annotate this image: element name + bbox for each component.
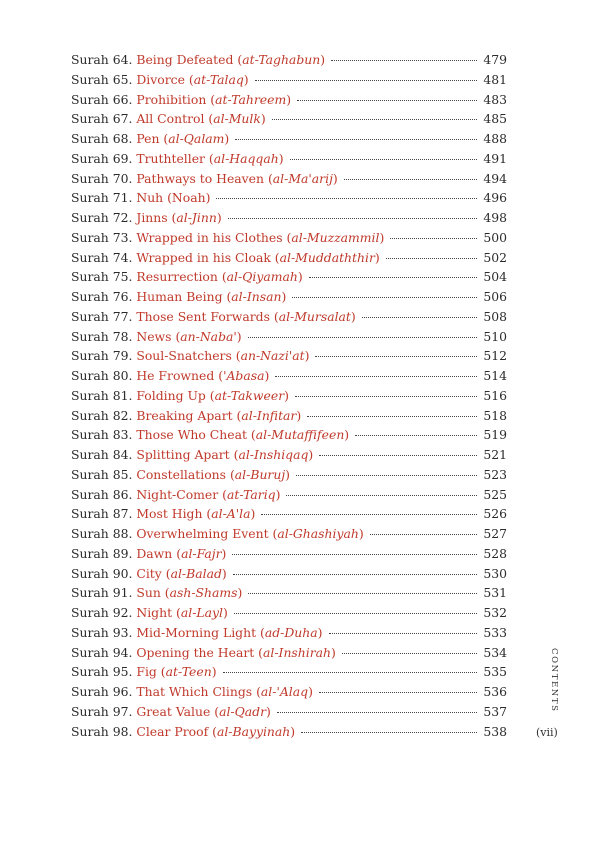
toc-entry-number: Surah 92. xyxy=(71,605,133,620)
toc-entry-english-title: Clear Proof xyxy=(136,723,209,739)
table-of-contents xyxy=(71,52,507,743)
toc-entry-number: Surah 84. xyxy=(71,447,133,462)
dot-leader xyxy=(248,593,477,594)
toc-entry-title: Great Value (al-Qadr) xyxy=(136,703,271,719)
toc-entry-arabic-title: al-Ghashiyah xyxy=(277,526,359,541)
toc-entry[interactable] xyxy=(71,329,507,349)
toc-entry[interactable] xyxy=(71,92,507,112)
dot-leader xyxy=(315,356,477,357)
toc-entry-english-title: Pen xyxy=(136,131,160,146)
dot-leader xyxy=(301,732,477,733)
toc-entry-page: 525 xyxy=(483,486,507,502)
toc-entry[interactable] xyxy=(71,447,507,467)
toc-entry-english-title: City xyxy=(136,565,162,581)
toc-entry-title: Human Being (al-Insan) xyxy=(136,289,287,304)
toc-entry-title xyxy=(136,190,210,205)
toc-entry-arabic-title: al-'Alaq xyxy=(260,684,309,699)
toc-entry-arabic-title: al-Mursalat xyxy=(278,308,351,324)
toc-entry-english-title: Resurrection xyxy=(136,269,218,285)
toc-entry-title: He Frowned ('Abasa) xyxy=(136,368,270,383)
toc-entry-english-title: Night-Comer xyxy=(136,486,219,502)
toc-entry-arabic-title: al-Haqqah xyxy=(213,150,279,166)
toc-entry-page: 485 xyxy=(483,111,507,127)
toc-entry[interactable] xyxy=(71,546,507,566)
dot-leader xyxy=(223,672,477,673)
toc-entry-page: 514 xyxy=(483,368,507,383)
toc-entry-page: 532 xyxy=(483,605,507,620)
toc-entry-title: Being Defeated (at-Taghabun) xyxy=(136,52,326,67)
toc-entry-number: Surah 85. xyxy=(71,466,133,482)
toc-entry-arabic-title: al-Jinn xyxy=(176,210,217,225)
toc-entry-english-title: Fig xyxy=(136,664,157,680)
toc-entry-page: 536 xyxy=(483,684,507,699)
toc-entry-arabic-title: al-Muddaththir xyxy=(279,249,375,265)
toc-entry-title: Pen (al-Qalam) xyxy=(136,131,230,146)
toc-entry-arabic-title: at-Taghabun xyxy=(242,52,321,67)
toc-entry-arabic-title: al-Qalam xyxy=(168,131,225,146)
dot-leader xyxy=(344,179,477,180)
toc-entry-title: Truthteller (al-Haqqah) xyxy=(136,150,284,166)
toc-entry[interactable] xyxy=(71,309,507,329)
toc-entry-title: Divorce (at-Talaq) xyxy=(136,71,249,87)
toc-entry-title: Constellations (al-Buruj) xyxy=(136,466,291,482)
toc-entry-page: 491 xyxy=(483,150,507,166)
toc-entry-title: Clear Proof (al-Bayyinah) xyxy=(136,723,296,739)
toc-entry-title: Mid-Morning Light (ad-Duha) xyxy=(136,624,323,640)
toc-entry-number: Surah 79. xyxy=(71,348,133,364)
toc-entry-page: 518 xyxy=(483,407,507,423)
toc-entry-page: 496 xyxy=(483,190,507,206)
toc-entry-arabic-title: at-Teen xyxy=(165,664,212,680)
toc-entry-title: All Control (al-Mulk) xyxy=(136,111,266,127)
toc-entry-arabic-title: at-Talaq xyxy=(193,71,244,87)
toc-entry-title: Wrapped in his Cloak (al-Muddaththir) xyxy=(136,249,380,265)
toc-entry-english-title: Folding Up xyxy=(136,387,206,403)
toc-entry-title: Those Sent Forwards (al-Mursalat) xyxy=(136,308,356,324)
toc-entry-title: Fig (at-Teen) xyxy=(136,664,217,680)
toc-entry[interactable] xyxy=(71,52,507,72)
toc-entry-english-title: Splitting Apart xyxy=(136,447,230,462)
toc-entry-english-title: Prohibition xyxy=(136,91,207,107)
toc-entry-page: 534 xyxy=(483,644,507,660)
dot-leader xyxy=(297,100,477,101)
toc-entry-number: Surah 77. xyxy=(71,308,133,324)
toc-entry-english-title: Soul-Snatchers xyxy=(136,348,232,364)
toc-entry-english-title: Those Who Cheat xyxy=(136,427,247,443)
toc-entry-title: Splitting Apart (al-Inshiqaq) xyxy=(136,447,314,462)
dot-leader xyxy=(261,514,477,515)
toc-entry[interactable] xyxy=(71,487,507,507)
toc-entry-page: 538 xyxy=(483,723,507,739)
toc-entry[interactable] xyxy=(71,210,507,230)
toc-entry-title: Those Who Cheat (al-Mutaffifeen) xyxy=(136,427,350,443)
toc-entry-page: 537 xyxy=(483,703,507,719)
toc-entry-page: 508 xyxy=(483,308,507,324)
toc-entry-arabic-title: al-Layl xyxy=(180,605,223,620)
toc-entry-page: 510 xyxy=(483,328,507,344)
toc-entry-number: Surah 66. xyxy=(71,91,133,107)
dot-leader xyxy=(234,613,477,614)
toc-entry[interactable] xyxy=(71,131,507,151)
toc-entry-arabic-title: al-A'la xyxy=(211,506,251,522)
toc-entry[interactable] xyxy=(71,625,507,645)
toc-entry-arabic-title: al-Ma'arij xyxy=(272,170,333,186)
toc-entry-arabic-title: al-Muzzammil xyxy=(291,229,380,245)
toc-entry-page: 519 xyxy=(483,427,507,443)
toc-entry-english-title: That Which Clings xyxy=(136,684,253,699)
toc-entry-title: That Which Clings (al-'Alaq) xyxy=(136,684,313,699)
toc-entry-page: 527 xyxy=(483,526,507,541)
toc-entry-english-title: Constellations xyxy=(136,466,227,482)
dot-leader xyxy=(319,692,477,693)
toc-entry-number: Surah 71. xyxy=(71,190,133,206)
toc-entry-page: 483 xyxy=(483,91,507,107)
toc-entry-number: Surah 93. xyxy=(71,624,133,640)
toc-entry-title: News (an-Naba') xyxy=(136,328,242,344)
toc-entry-page: 500 xyxy=(483,229,507,245)
toc-entry-english-title: Night xyxy=(136,605,173,620)
toc-entry-arabic-title: al-Qiyamah xyxy=(226,269,298,285)
toc-entry-arabic-title: al-Infitar xyxy=(241,407,297,423)
toc-entry-page: 523 xyxy=(483,466,507,482)
toc-entry-arabic-title: ad-Duha xyxy=(264,624,318,640)
toc-entry-english-title: Divorce xyxy=(136,71,185,87)
toc-entry-english-title: Mid-Morning Light xyxy=(136,624,257,640)
toc-entry[interactable] xyxy=(71,388,507,408)
dot-leader xyxy=(386,258,477,259)
toc-entry[interactable] xyxy=(71,111,507,131)
toc-entry-arabic-title: 'Abasa xyxy=(223,368,265,383)
dot-leader xyxy=(232,554,477,555)
toc-entry-page: 502 xyxy=(483,249,507,265)
toc-entry-page: 530 xyxy=(483,565,507,581)
toc-entry-english-title: All Control xyxy=(136,111,205,127)
toc-entry-number: Surah 75. xyxy=(71,269,133,285)
toc-entry-english-title: Wrapped in his Cloak xyxy=(136,249,271,265)
toc-entry-english-title: Human Being xyxy=(136,289,223,304)
toc-entry-number: Surah 87. xyxy=(71,506,133,522)
toc-entry-number: Surah 86. xyxy=(71,486,133,502)
dot-leader xyxy=(277,712,477,713)
toc-entry-title: Breaking Apart (al-Infitar) xyxy=(136,407,302,423)
toc-entry-number: Surah 90. xyxy=(71,565,133,581)
toc-entry-title: Most High (al-A'la) xyxy=(136,506,256,522)
toc-entry-page: 498 xyxy=(483,210,507,225)
toc-entry-title: Pathways to Heaven (al-Ma'arij) xyxy=(136,170,338,186)
dot-leader xyxy=(255,80,477,81)
toc-entry-number: Surah 67. xyxy=(71,111,133,127)
dot-leader xyxy=(233,574,477,575)
toc-entry-arabic-title: al-Mutaffifeen xyxy=(255,427,345,443)
toc-entry-english-title: Pathways to Heaven xyxy=(136,170,264,186)
toc-entry-page: 521 xyxy=(483,447,507,462)
toc-entry-title: Sun (ash-Shams) xyxy=(136,585,243,601)
toc-entry[interactable] xyxy=(71,348,507,368)
toc-entry-english-title: Truthteller xyxy=(136,150,205,166)
toc-entry-title: Prohibition (at-Tahreem) xyxy=(136,91,292,107)
toc-entry-title: Opening the Heart (al-Inshirah) xyxy=(136,644,336,660)
running-head-contents: CONTENTS xyxy=(549,648,559,713)
toc-entry-english-title: Jinns xyxy=(136,210,168,225)
toc-entry-number: Surah 76. xyxy=(71,289,133,304)
dot-leader xyxy=(286,495,477,496)
toc-entry-title: Wrapped in his Clothes (al-Muzzammil) xyxy=(136,229,385,245)
toc-entry[interactable] xyxy=(71,724,507,744)
toc-entry-number: Surah 78. xyxy=(71,328,133,344)
toc-entry-title: Resurrection (al-Qiyamah) xyxy=(136,269,303,285)
toc-entry[interactable] xyxy=(71,269,507,289)
dot-leader xyxy=(309,277,477,278)
toc-entry-number: Surah 89. xyxy=(71,545,133,561)
dot-leader xyxy=(296,475,477,476)
toc-entry[interactable] xyxy=(71,585,507,605)
dot-leader xyxy=(228,218,477,219)
toc-entry-page: 504 xyxy=(483,269,507,285)
toc-entry-page: 494 xyxy=(483,170,507,186)
toc-entry[interactable] xyxy=(71,605,507,625)
toc-entry-number: Surah 74. xyxy=(71,249,133,265)
toc-entry[interactable] xyxy=(71,704,507,724)
toc-entry-english-title: Most High xyxy=(136,506,203,522)
toc-entry-number: Surah 96. xyxy=(71,684,133,699)
toc-entry-number: Surah 82. xyxy=(71,407,133,423)
toc-entry-title: City (al-Balad) xyxy=(136,565,227,581)
dot-leader xyxy=(235,139,477,140)
toc-entry-number: Surah 97. xyxy=(71,703,133,719)
toc-entry[interactable] xyxy=(71,506,507,526)
toc-entry-title: Folding Up (at-Takweer) xyxy=(136,387,289,403)
toc-entry-number: Surah 68. xyxy=(71,131,133,146)
toc-entry-page: 516 xyxy=(483,387,507,403)
toc-entry-arabic-title: al-Balad xyxy=(170,565,222,581)
toc-entry-title: Dawn (al-Fajr) xyxy=(136,545,227,561)
toc-entry-page: 479 xyxy=(483,52,507,67)
dot-leader xyxy=(272,119,477,120)
toc-entry-number: Surah 69. xyxy=(71,150,133,166)
toc-entry-english-title: Sun xyxy=(136,585,161,601)
page-number: (vii) xyxy=(536,726,558,739)
toc-entry-title: Overwhelming Event (al-Ghashiyah) xyxy=(136,526,364,541)
toc-entry[interactable] xyxy=(71,664,507,684)
toc-entry-arabic-title: an-Naba' xyxy=(180,328,237,344)
toc-entry[interactable] xyxy=(71,230,507,250)
toc-entry-arabic-title: al-Bayyinah xyxy=(216,723,291,739)
dot-leader xyxy=(355,435,477,436)
toc-entry-page: 506 xyxy=(483,289,507,304)
toc-entry-number: Surah 73. xyxy=(71,229,133,245)
toc-entry-number: Surah 91. xyxy=(71,585,133,601)
toc-entry-number: Surah 72. xyxy=(71,210,133,225)
toc-entry[interactable] xyxy=(71,684,507,704)
toc-entry-page: 488 xyxy=(483,131,507,146)
toc-entry-english-title: Dawn xyxy=(136,545,173,561)
dot-leader xyxy=(319,455,477,456)
toc-entry-page: 526 xyxy=(483,506,507,522)
toc-entry[interactable] xyxy=(71,171,507,191)
toc-entry-arabic-title: at-Takweer xyxy=(214,387,285,403)
toc-entry-english-title: Opening the Heart xyxy=(136,644,255,660)
toc-entry[interactable] xyxy=(71,566,507,586)
toc-entry[interactable] xyxy=(71,645,507,665)
toc-entry[interactable] xyxy=(71,289,507,309)
toc-entry[interactable] xyxy=(71,368,507,388)
dot-leader xyxy=(362,317,477,318)
toc-entry-english-title: Being Defeated xyxy=(136,52,234,67)
toc-entry-title: Night (al-Layl) xyxy=(136,605,228,620)
dot-leader xyxy=(370,534,477,535)
toc-entry-number: Surah 70. xyxy=(71,170,133,186)
toc-entry[interactable] xyxy=(71,427,507,447)
toc-entry[interactable] xyxy=(71,526,507,546)
toc-entry[interactable] xyxy=(71,408,507,428)
toc-entry-page: 512 xyxy=(483,348,507,364)
toc-entry-arabic-title: al-Inshirah xyxy=(263,644,332,660)
dot-leader xyxy=(290,159,477,160)
dot-leader xyxy=(295,396,477,397)
toc-entry-number: Surah 83. xyxy=(71,427,133,443)
toc-entry-english-title: News xyxy=(136,328,172,344)
toc-entry-arabic-title: al-Fajr xyxy=(181,545,222,561)
dot-leader xyxy=(329,633,478,634)
toc-entry[interactable] xyxy=(71,250,507,270)
toc-entry-number: Surah 88. xyxy=(71,526,133,541)
toc-entry-english-title: He Frowned xyxy=(136,368,215,383)
toc-entry-english-title: Wrapped in his Clothes xyxy=(136,229,283,245)
toc-entry-page: 535 xyxy=(483,664,507,680)
toc-entry-arabic-title: al-Buruj xyxy=(234,466,286,482)
dot-leader xyxy=(331,60,477,61)
dot-leader xyxy=(390,238,477,239)
toc-entry-page: 533 xyxy=(483,624,507,640)
toc-entry[interactable] xyxy=(71,72,507,92)
dot-leader xyxy=(275,376,477,377)
toc-entry-number: Surah 81. xyxy=(71,387,133,403)
toc-entry-arabic-title: an-Nazi'at xyxy=(240,348,305,364)
toc-entry[interactable] xyxy=(71,467,507,487)
toc-entry-english-title: Great Value xyxy=(136,703,211,719)
toc-entry-title: Night-Comer (at-Tariq) xyxy=(136,486,281,502)
toc-entry-title: Soul-Snatchers (an-Nazi'at) xyxy=(136,348,310,364)
toc-entry-number: Surah 65. xyxy=(71,71,133,87)
toc-entry-title: Jinns (al-Jinn) xyxy=(136,210,222,225)
toc-entry-number: Surah 98. xyxy=(71,723,133,739)
toc-entry-number: Surah 95. xyxy=(71,664,133,680)
toc-entry-arabic-title: at-Tariq xyxy=(226,486,276,502)
toc-entry-page: 481 xyxy=(483,71,507,87)
toc-entry-number: Surah 64. xyxy=(71,52,133,67)
toc-entry-arabic-title: al-Mulk xyxy=(213,111,261,127)
toc-entry-page: 531 xyxy=(483,585,507,601)
toc-entry[interactable] xyxy=(71,190,507,210)
toc-entry-arabic-title: al-Insan xyxy=(231,289,282,304)
toc-entry-arabic-title: ash-Shams xyxy=(169,585,238,601)
toc-entry-number: Surah 80. xyxy=(71,368,133,383)
toc-entry-arabic-title: at-Tahreem xyxy=(215,91,287,107)
dot-leader xyxy=(342,653,477,654)
dot-leader xyxy=(216,198,477,199)
dot-leader xyxy=(292,297,477,298)
toc-entry-english-title: Overwhelming Event xyxy=(136,526,269,541)
toc-entry-arabic-title: al-Qadr xyxy=(219,703,267,719)
toc-entry-number: Surah 94. xyxy=(71,644,133,660)
dot-leader xyxy=(248,337,477,338)
toc-entry-english-title: Breaking Apart xyxy=(136,407,233,423)
toc-entry-english-title: Nuh (Noah) xyxy=(136,190,211,206)
dot-leader xyxy=(307,416,477,417)
toc-entry-arabic-title: al-Inshiqaq xyxy=(238,447,309,462)
toc-entry-page: 528 xyxy=(483,545,507,561)
toc-entry-english-title: Those Sent Forwards xyxy=(136,308,270,324)
toc-entry[interactable] xyxy=(71,151,507,171)
